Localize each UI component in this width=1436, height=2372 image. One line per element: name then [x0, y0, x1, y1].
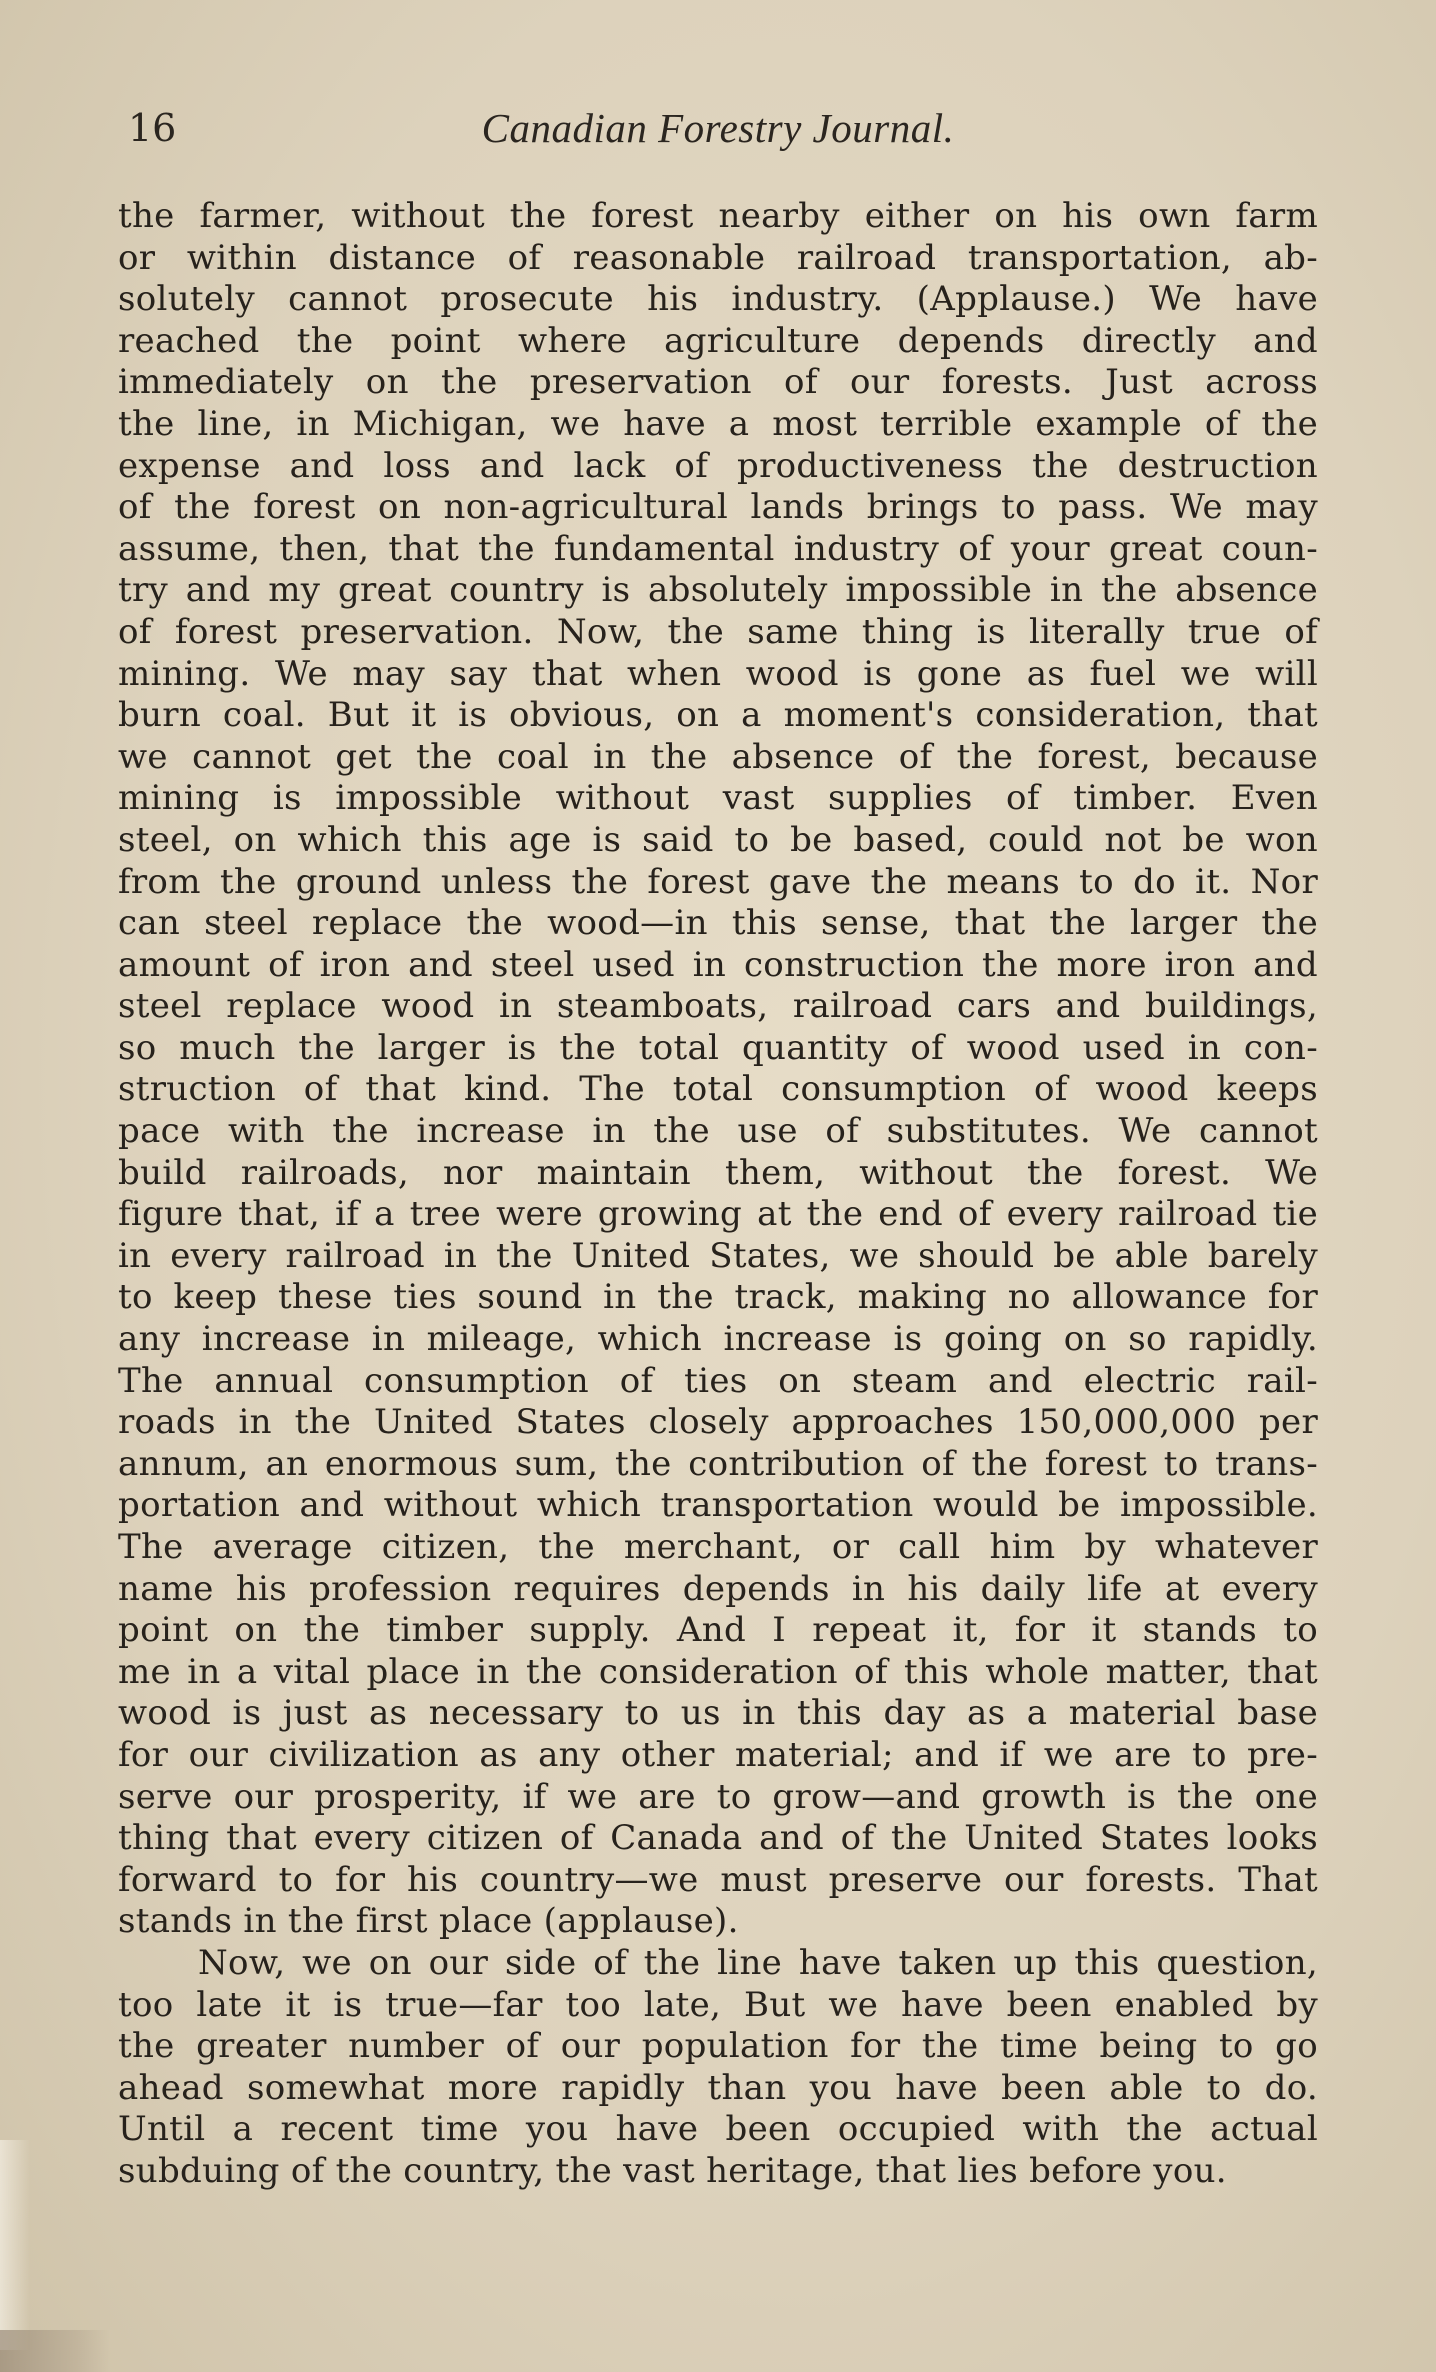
- text-line: point on the timber supply. And I repeat it, for it stands to: [118, 1610, 1318, 1651]
- text-line: forward to for his country—we must preserve our forests. That: [118, 1859, 1318, 1900]
- text-line: figure that, if a tree were growing at the end of every railroad tie: [118, 1194, 1318, 1235]
- text-line: too late it is true—far too late, But we have been enabled by: [118, 1984, 1318, 2025]
- text-line: or within distance of reasonable railroad transportation, ab-: [118, 237, 1318, 278]
- text-line: Until a recent time you have been occupied with the actual: [118, 2109, 1318, 2150]
- text-line: the line, in Michigan, we have a most terrible example of the: [118, 403, 1318, 444]
- text-line: The average citizen, the merchant, or call him by whatever: [118, 1527, 1318, 1567]
- text-line: assume, then, that the fundamental industry of your great coun-: [118, 528, 1318, 569]
- text-line: expense and loss and lack of productiveness the destruction: [118, 445, 1318, 486]
- text-line: build railroads, nor maintain them, without the forest. We: [118, 1152, 1318, 1193]
- page-corner-shadow: [0, 2330, 110, 2372]
- text-line: immediately on the preservation of our forests. Just across: [118, 362, 1318, 403]
- text-line: from the ground unless the forest gave the means to do it. Nor: [118, 861, 1318, 902]
- page-number: 16: [128, 106, 177, 150]
- text-line: the greater number of our population for the time being to go: [118, 2026, 1318, 2067]
- text-line: ahead somewhat more rapidly than you have been able to do.: [118, 2067, 1318, 2108]
- text-line: solutely cannot prosecute his industry. (Applause.) We have: [118, 279, 1318, 320]
- text-line: steel, on which this age is said to be based, could not be won: [118, 819, 1318, 860]
- text-line: annum, an enormous sum, the contribution of the forest to trans-: [118, 1443, 1318, 1484]
- text-line: serve our prosperity, if we are to grow—and growth is the one: [118, 1776, 1318, 1817]
- text-line: try and my great country is absolutely impossible in the absence: [118, 570, 1318, 611]
- text-line: me in a vital place in the consideration of this whole matter, that: [118, 1651, 1318, 1692]
- text-line: pace with the increase in the use of substitutes. We cannot: [118, 1111, 1318, 1152]
- text-line: portation and without which transportation would be impossible.: [118, 1485, 1318, 1526]
- text-line: name his profession requires depends in his daily life at every: [118, 1568, 1318, 1609]
- text-line: wood is just as necessary to us in this day as a material base: [118, 1693, 1318, 1734]
- text-line: burn coal. But it is obvious, on a moment's consideration, that: [118, 695, 1318, 736]
- text-line: mining. We may say that when wood is gone as fuel we will: [118, 653, 1318, 694]
- text-line: thing that every citizen of Canada and of the United States looks: [118, 1818, 1318, 1859]
- text-line: reached the point where agriculture depends directly and: [118, 320, 1318, 361]
- text-line: the farmer, without the forest nearby either on his own farm: [118, 196, 1318, 236]
- body-text: [118, 196, 1318, 2193]
- text-line: mining is impossible without vast supplies of timber. Even: [118, 778, 1318, 819]
- page-edge-mark: [0, 2140, 30, 2350]
- text-line: for our civilization as any other material; and if we are to pre-: [118, 1734, 1318, 1775]
- text-line: Now, we on our side of the line have taken up this question,: [198, 1942, 1318, 1983]
- text-line: amount of iron and steel used in construction the more iron and: [118, 944, 1318, 985]
- text-line: stands in the first place (applause).: [118, 1901, 739, 1942]
- text-line: any increase in mileage, which increase is going on so rapidly.: [118, 1319, 1318, 1360]
- text-line: The annual consumption of ties on steam and electric rail-: [118, 1360, 1318, 1401]
- running-head-title: Canadian Forestry Journal.: [481, 105, 955, 151]
- text-line: can steel replace the wood—in this sense, that the larger the: [118, 903, 1318, 944]
- text-line: struction of that kind. The total consumption of wood keeps: [118, 1069, 1318, 1110]
- text-line: so much the larger is the total quantity of wood used in con-: [118, 1027, 1318, 1068]
- text-line: of the forest on non-agricultural lands brings to pass. We may: [118, 487, 1318, 528]
- text-line: to keep these ties sound in the track, making no allowance for: [118, 1277, 1318, 1318]
- text-line: in every railroad in the United States, we should be able barely: [118, 1235, 1318, 1276]
- text-line: we cannot get the coal in the absence of the forest, because: [118, 736, 1318, 777]
- text-line: roads in the United States closely approaches 150,000,000 per: [118, 1402, 1318, 1443]
- text-line: of forest preservation. Now, the same thing is literally true of: [118, 611, 1318, 652]
- text-line: subduing of the country, the vast heritage, that lies before you.: [118, 2150, 1227, 2191]
- text-line: steel replace wood in steamboats, railroad cars and buildings,: [118, 986, 1318, 1027]
